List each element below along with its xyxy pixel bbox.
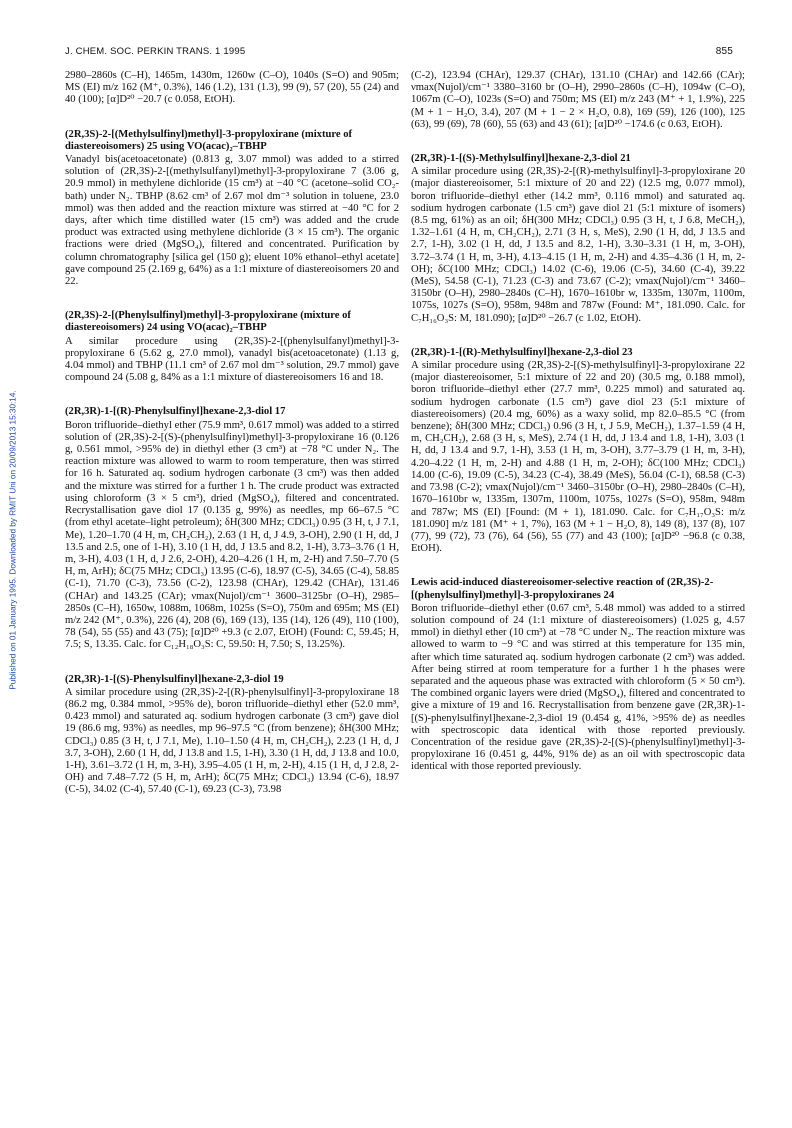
page-number: 855 — [715, 46, 733, 57]
paragraph: Boron trifluoride–diethyl ether (75.9 mm³, 0.617 mmol) was added to a stirred solution of (2R,3S)-2-[(S)-(phenylsulfinyl)methyl]-3-propyloxirane 16 (0.126 g, 0.561 mmol, >95% de) in diethyl ether (3 cm³) at −78 °C under N₂. The reaction mixture was allowed to warm to room temperature, then was stirred for 16 h. Saturated aq. sodium hydrogen carbonate (3 cm³) was then added and the mixture was stirred for a further 1 h. The crude product was extracted using chloroform (3 × 5 cm³), dried (MgSO₄), filtered and concentrated. Recrystallisation gave diol 17 (0.135 g, 99%) as needles, mp 66–67.5 °C (from ethyl acetate–light petroleum); δH(300 MHz; CDCl₃) 0.95 (3 H, t, J 7.1, Me), 1.20–1.70 (4 H, m, CH₂CH₂), 2.63 (1 H, d, J 4.9, 3-OH), 2.90 (1 H, dd, J 13.5 and 2.5, one of 1-H), 3.10 (1 H, dd, J 13.5 and 8.2, 1-H), 3.73–3.76 (1 H, m, 3-H), 4.03 (1 H, d, J 2.6, 2-OH), 4.20–4.26 (1 H, m, 2-H) and 7.50–7.70 (5 H, m, ArH); δC(75 MHz; CDCl₃) 13.95 (C-6), 18.97 (C-5), 34.65 (C-4), 58.85 (C-1), 71.70 (C-3), 73.56 (C-2), 123.98 (CHAr), 129.42 (CHAr), 131.46 (CHAr) and 143.25 (CAr); νmax(Nujol)/cm⁻¹ 3600–3125br (O–H), 2985–2850s (C–H), 1650w, 1088m, 1068m, 1025s (S=O), 750m and 695m; MS (EI) m/z 242 (M⁺, 0.3%), 226 (4), 208 (6), 169 (13), 135 (14), 126 (49), 110 (100), 78 (54), 55 (55) and 43 (75); [α]D²⁰ +9.3 (c 2.07, EtOH) (Found: C, 59.45; H, 7.5; S, 13.35. Calc. for C₁₂H₁₈O₃S: C, 59.50: H, 7.50; S, 13.25%). — [65, 419, 399, 651]
section-heading: (2R,3R)-1-[(R)-Phenylsulfinyl]hexane-2,3-diol 17 — [65, 406, 286, 418]
paragraph: Boron trifluoride–diethyl ether (0.67 cm³, 5.48 mmol) was added to a stirred solution compound of 24 (1:1 mixture of diastereoisomers) (1.025 g, 4.57 mmol) in diethyl ether (10 cm³) at −78 °C under N₂. The reaction mixture was allowed to warm to −9 °C and was stirred at this temperature for 135 min, after which time saturated aq. sodium hydrogen carbonate (2 cm³) was added. After being stirred at room temperature for a further 1 h the phases were separated and the aqueous phase was extracted with chloroform (5 × 50 cm³). The combined organic layers were dried (MgSO₄), filtered and concentrated to give a mixture of 19 and 16. Recrystallisation from benzene gave (2R,3R)-1-[(S)-phenylsulfinyl]hexane-2,3-diol 19 (0.454 g, 41%, >95% de) as needles with spectroscopic data identical with those reported previously. Concentration of the residue gave (2R,3S)-2-[(S)-(phenylsulfinyl)methyl]-3-propyloxirane 16 (0.451 g, 44%, 91% de) as an oil with spectroscopic data identical with those reported previously. — [411, 602, 745, 773]
running-header: J. CHEM. SOC. PERKIN TRANS. 1 1995 — [65, 46, 246, 57]
section-heading: (2R,3R)-1-[(S)-Methylsulfinyl]hexane-2,3-diol 21 — [411, 153, 631, 165]
paragraph: A similar procedure using (2R,3S)-2-[(phenylsulfanyl)methyl]-3-propyloxirane 6 (5.62 g, 27.0 mmol), vanadyl bis(acetoacetonate) (1.13 g, 4.04 mmol) and TBHP (11.1 cm³ of 2.67 mol dm⁻³ solution, 29.7 mmol) gave compound 24 (5.08 g, 84% as a 1:1 mixture of diastereoisomers 16 and 18. — [65, 335, 399, 384]
paragraph-continued: (C-2), 123.94 (CHAr), 129.37 (CHAr), 131.10 (CHAr) and 142.66 (CAr); νmax(Nujol)/cm⁻¹ 3380–3160 br (O–H), 2990–2860s (C–H), 1094w (C–O), 1067m (C–O), 1023s (S=O) and 750m; MS (EI) m/z 243 (M⁺ + 1, 1.9%), 225 (M + 1 − H₂O, 3.4), 207 (M + 1 − 2 × H₂O, 0.8), 169 (59), 126 (100), 125 (63), 99 (69), 78 (60), 55 (63) and 43 (61); [α]D²⁰ −174.6 (c 0.63, EtOH). — [411, 70, 745, 130]
download-notice — [6, 240, 20, 840]
section-heading: (2R,3R)-1-[(R)-Methylsulfinyl]hexane-2,3-diol 23 — [411, 346, 633, 358]
section-heading: (2R,3S)-2-[(Methylsulfinyl)methyl]-3-propyloxirane (mixture of diastereoisomers) 25 using VO(acac)₂–TBHP — [65, 128, 353, 152]
left-column — [65, 70, 399, 797]
paragraph: Vanadyl bis(acetoacetonate) (0.813 g, 3.07 mmol) was added to a stirred solution of (2R,3S)-2-[(methylsulfanyl)methyl]-3-propyloxirane 7 (3.06 g, 20.9 mmol) in methylene dichloride (15 cm³) at −40 °C (acetone–solid CO₂-bath) under N₂. TBHP (8.62 cm³ of 2.67 mol dm⁻³ solution in toluene, 23.0 mmol) was then added and the reaction mixture was stirred at −40 °C for 2 days, after which time distilled water (15 cm³) was added and the crude product was extracted using methylene dichloride (3 × 15 cm³). The organic fractions were dried (MgSO₄), filtered and concentrated. Purification by column chromatography [silica gel (150 g); eluent 10% ethanol–ethyl acetate] gave compound 25 (2.169 g, 64%) as a 1:1 mixture of diastereoisomers 20 and 22. — [65, 154, 399, 288]
section-heading: (2R,3S)-2-[(Phenylsulfinyl)methyl]-3-propyloxirane (mixture of diastereoisomers) 24 using VO(acac)₂–TBHP — [65, 310, 351, 334]
paragraph-continued: 2980–2860s (C–H), 1465m, 1430m, 1260w (C–O), 1040s (S=O) and 905m; MS (EI) m/z 162 (M⁺, 0.3%), 146 (1.2), 131 (1.3), 99 (9), 57 (20), 55 (24) and 40 (100); [α]D²⁰ −20.7 (c 0.058, EtOH). — [65, 70, 399, 106]
paragraph: A similar procedure using (2R,3S)-2-[(S)-methylsulfinyl]-3-propyloxirane 22 (major diastereoisomer, 5:1 mixture of 22 and 20) (30.5 mg, 0.188 mmol), boron trifluoride–diethyl ether (27.7 mm³, 0.225 mmol) and saturated aq. sodium hydrogen carbonate (1.5 cm³) gave diol 23 (5:1 mixture of diastereoisomers) (20.4 mg, 60%) as a waxy solid, mp 82.0–85.5 °C (from benzene); δH(300 MHz; CDCl₃) 0.96 (3 H, t, J 5.9, MeCH₂), 1.37–1.59 (4 H, m, CH₂CH₂), 2.68 (3 H, s, MeS), 2.74 (1 H, dd, J 13.4 and 1.8, 1-H), 3.03 (1 H, dd, J 13.4 and 9.7, 1-H), 3.53 (1 H, m, 3-OH), 3.77–3.79 (1 H, m, 3-H), 4.20–4.22 (1 H, m, 2-H) and 4.88 (1 H, m, 2-OH); δC(100 MHz; CDCl₃) 14.00 (C-6), 19.09 (C-5), 34.23 (C-4), 38.49 (MeS), 56.04 (C-1), 68.58 (C-3) and 73.98 (C-2); νmax(Nujol)/cm⁻¹ 3460–3150br (O–H), 2980–2840s (C–H), 1670–1610br w, 1335m, 1307m, 1100m, 1075s, 1027s (S=O), 958m, 948m and 787w; MS (EI) [Found: (M + 1), 181.090. Calc. for C₇H₁₇O₃S: m/z 181.090] m/z 181 (M⁺ + 1, 7%), 163 (M + 1 − H₂O, 8), 149 (8), 137 (8), 107 (77), 99 (72), 73 (76), 64 (56), 55 (77) and 43 (100); [α]D²⁰ −96.8 (c 0.38, EtOH). — [411, 360, 745, 555]
right-column — [411, 70, 745, 774]
paragraph: A similar procedure using (2R,3S)-2-[(R)-methylsulfinyl]-3-propyloxirane 20 (major diastereoisomer, 5:1 mixture of 20 and 22) (12.5 mg, 0.077 mmol), boron trifluoride–diethyl ether (14.2 mm³, 0.116 mmol) and saturated aq. sodium hydrogen carbonate (1.5 cm³) gave diol 21 (5:1 mixture of isomers) (8.5 mg, 61%) as an oil; δH(300 MHz; CDCl₃) 0.95 (3 H, t, J 6.8, MeCH₂), 1.32–1.61 (4 H, m, CH₂CH₂), 2.71 (3 H, s, MeS), 2.90 (1 H, dd, J 13.5 and 2.7, 1-H), 3.02 (1 H, dd, J 13.5 and 8.2, 1-H), 3.30–3.31 (1 H, m, 3-OH), 3.72–3.74 (1 H, m, 3-H), 4.13–4.15 (1 H, m, 2-H) and 4.35–4.36 (1 H, m, 2-OH); δC(100 MHz; CDCl₃) 14.02 (C-6), 19.06 (C-5), 34.60 (C-4), 39.22 (MeS), 54.58 (C-1), 71.23 (C-3) and 73.67 (C-2); νmax(Nujol)/cm⁻¹ 3460–3150br (O–H), 2980–2840s (C–H), 1670–1610br w, 1335m, 1307m, 1100m, 1075s, 1027s (S=O), 958m, 948m and 787w (Found: M⁺, 181.090. Calc. for C₇H₁₆O₃S: M, 181.090); [α]D²⁰ −26.7 (c 1.02, EtOH). — [411, 166, 745, 324]
download-notice-text: Published on 01 January 1995. Downloaded by RMIT Uni on 20/09/2013 15:30:14. — [8, 390, 18, 690]
section-heading: Lewis acid-induced diastereoisomer-selective reaction of (2R,3S)-2-[(phenylsulfinyl)methyl]-3-propyloxiranes 24 — [411, 577, 714, 601]
section-heading: (2R,3R)-1-[(S)-Phenylsulfinyl]hexane-2,3-diol 19 — [65, 673, 284, 685]
paragraph: A similar procedure using (2R,3S)-2-[(R)-phenylsulfinyl]-3-propyloxirane 18 (86.2 mg, 0.384 mmol, >95% de), boron trifluoride–diethyl ether (52.0 mm³, 0.423 mmol) and saturated aq. sodium hydrogen carbonate (3 cm³) gave diol 19 (86.6 mg, 93%) as needles, mp 96–97.5 °C (from benzene); δH(300 MHz; CDCl₃) 0.85 (3 H, t, J 7.1, Me), 1.10–1.50 (4 H, m, CH₂CH₂), 2.23 (1 H, d, J 3.7, 3-OH), 2.60 (1 H, dd, J 13.8 and 1.5, 1-H), 3.30 (1 H, dd, J 13.8 and 10.0, 1-H), 3.61–3.72 (1 H, m, 3-H), 3.95–4.05 (1 H, m, 2-H), 4.15 (1 H, d, J 2.8, 2-OH) and 7.48–7.72 (5 H, m, ArH); δC(75 MHz; CDCl₃) 13.94 (C-6), 18.97 (C-5), 34.02 (C-4), 57.40 (C-1), 69.23 (C-3), 73.98 — [65, 686, 399, 796]
